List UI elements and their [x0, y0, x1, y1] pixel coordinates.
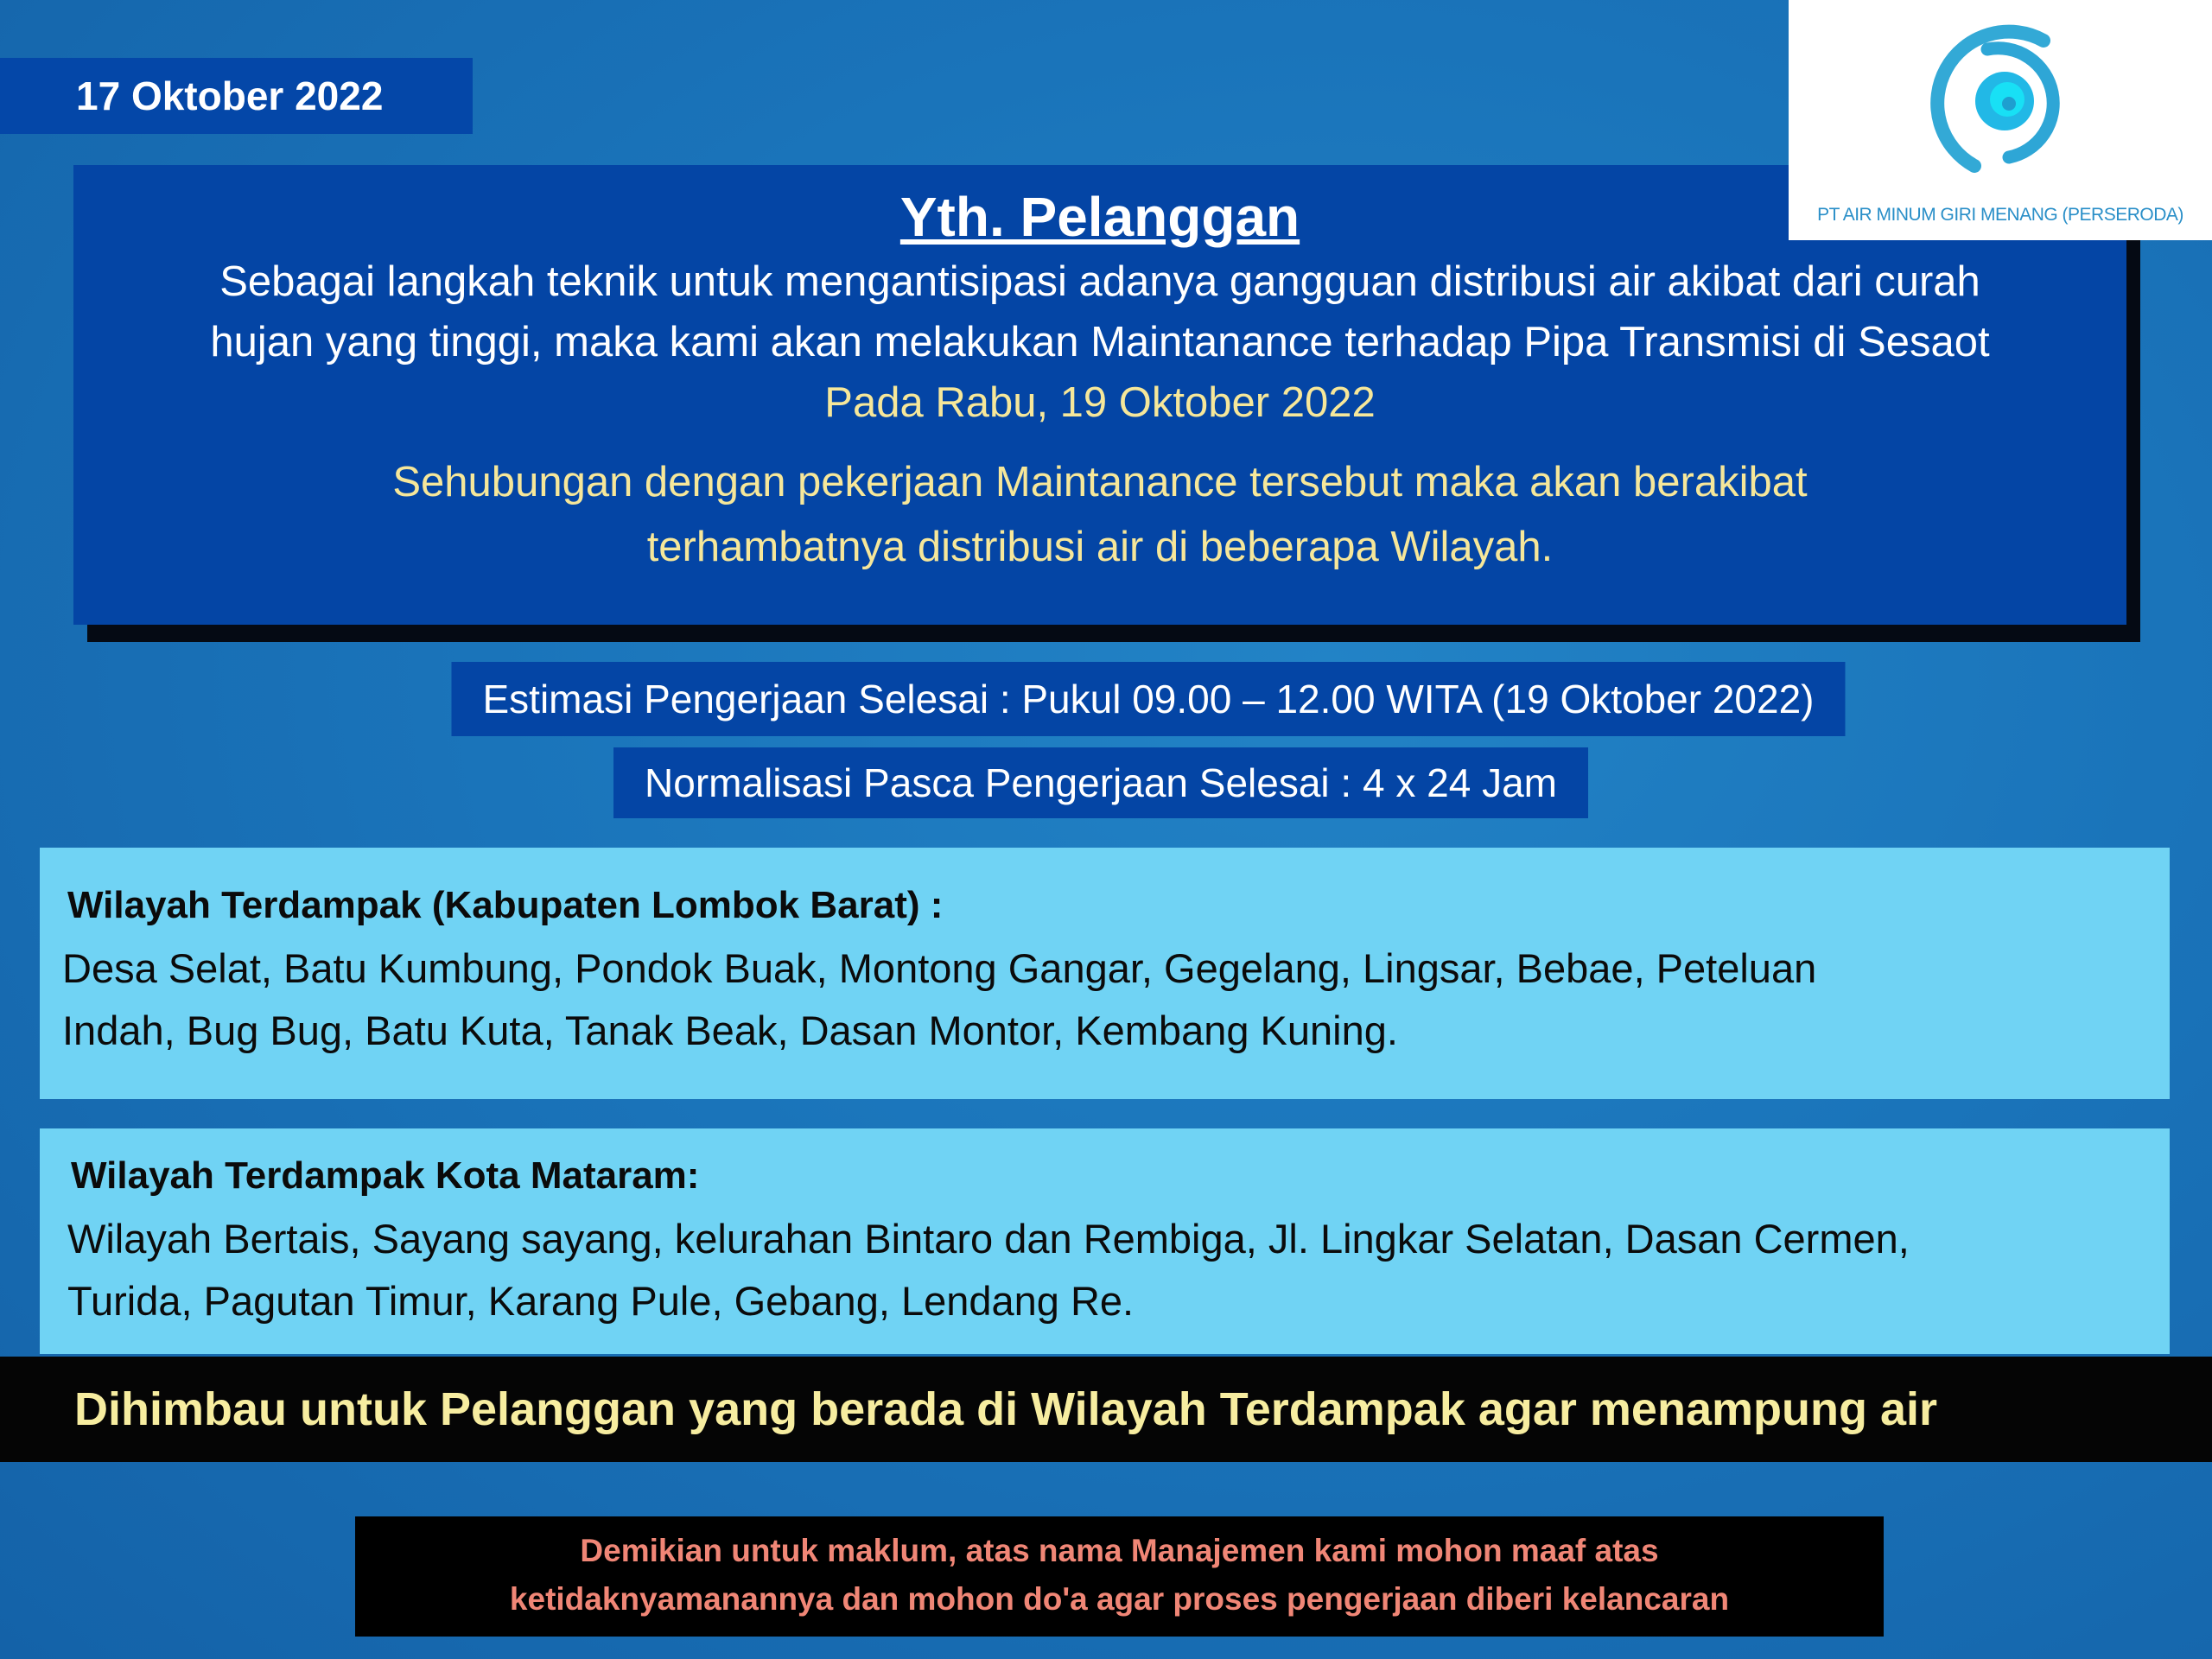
area-line: Desa Selat, Batu Kumbung, Pondok Buak, Montong Gangar, Gegelang, Lingsar, Bebae, Peteluan: [62, 945, 1817, 991]
normalization-label: Normalisasi Pasca Pengerjaan Selesai : 4 x 24 Jam: [613, 747, 1588, 818]
appeal-banner: Dihimbau untuk Pelanggan yang berada di Wilayah Terdampak agar menampung air: [0, 1357, 2212, 1462]
closing-line: ketidaknyamanannya dan mohon do'a agar proses pengerjaan diberi kelancaran: [509, 1581, 1730, 1617]
area-line: Indah, Bug Bug, Batu Kuta, Tanak Beak, Dasan Montor, Kembang Kuning.: [62, 1007, 1398, 1053]
area-line: Turida, Pagutan Timur, Karang Pule, Gebang, Lendang Re.: [67, 1278, 1135, 1324]
notice-title: Yth. Pelanggan: [899, 186, 1300, 248]
closing-message: [355, 1516, 1884, 1637]
notice-line: Sebagai langkah teknik untuk mengantisipasi adanya gangguan distribusi air akibat dari curah: [219, 258, 1980, 305]
swirl-logo-icon: [1914, 10, 2087, 183]
notice-impact: Sehubungan dengan pekerjaan Maintanance tersebut maka akan berakibat: [392, 459, 1808, 505]
company-logo: [1789, 0, 2212, 240]
notice-impact: terhambatnya distribusi air di beberapa Wilayah.: [646, 524, 1554, 570]
area-list: [67, 1208, 2170, 1332]
logo-company-name: PT AIR MINUM GIRI MENANG (PERSERODA): [1817, 205, 2183, 225]
date-label: 17 Oktober 2022: [0, 58, 473, 134]
affected-area-mataram: [40, 1128, 2170, 1354]
notice-date: Pada Rabu, 19 Oktober 2022: [824, 379, 1376, 426]
closing-line: Demikian untuk maklum, atas nama Manajemen kami mohon maaf atas: [580, 1533, 1659, 1568]
area-line: Wilayah Bertais, Sayang sayang, kelurahan Bintaro dan Rembiga, Jl. Lingkar Selatan, Dasan Cermen,: [67, 1216, 1910, 1262]
area-heading: Wilayah Terdampak Kota Mataram:: [71, 1154, 700, 1197]
area-list: [62, 938, 2170, 1062]
area-heading: Wilayah Terdampak (Kabupaten Lombok Barat) :: [67, 884, 944, 926]
estimate-label: Estimasi Pengerjaan Selesai : Pukul 09.00 – 12.00 WITA (19 Oktober 2022): [452, 662, 1846, 736]
affected-area-lombok-barat: [40, 848, 2170, 1099]
notice-line: hujan yang tinggi, maka kami akan melakukan Maintanance terhadap Pipa Transmisi di Sesaot: [210, 319, 1990, 365]
